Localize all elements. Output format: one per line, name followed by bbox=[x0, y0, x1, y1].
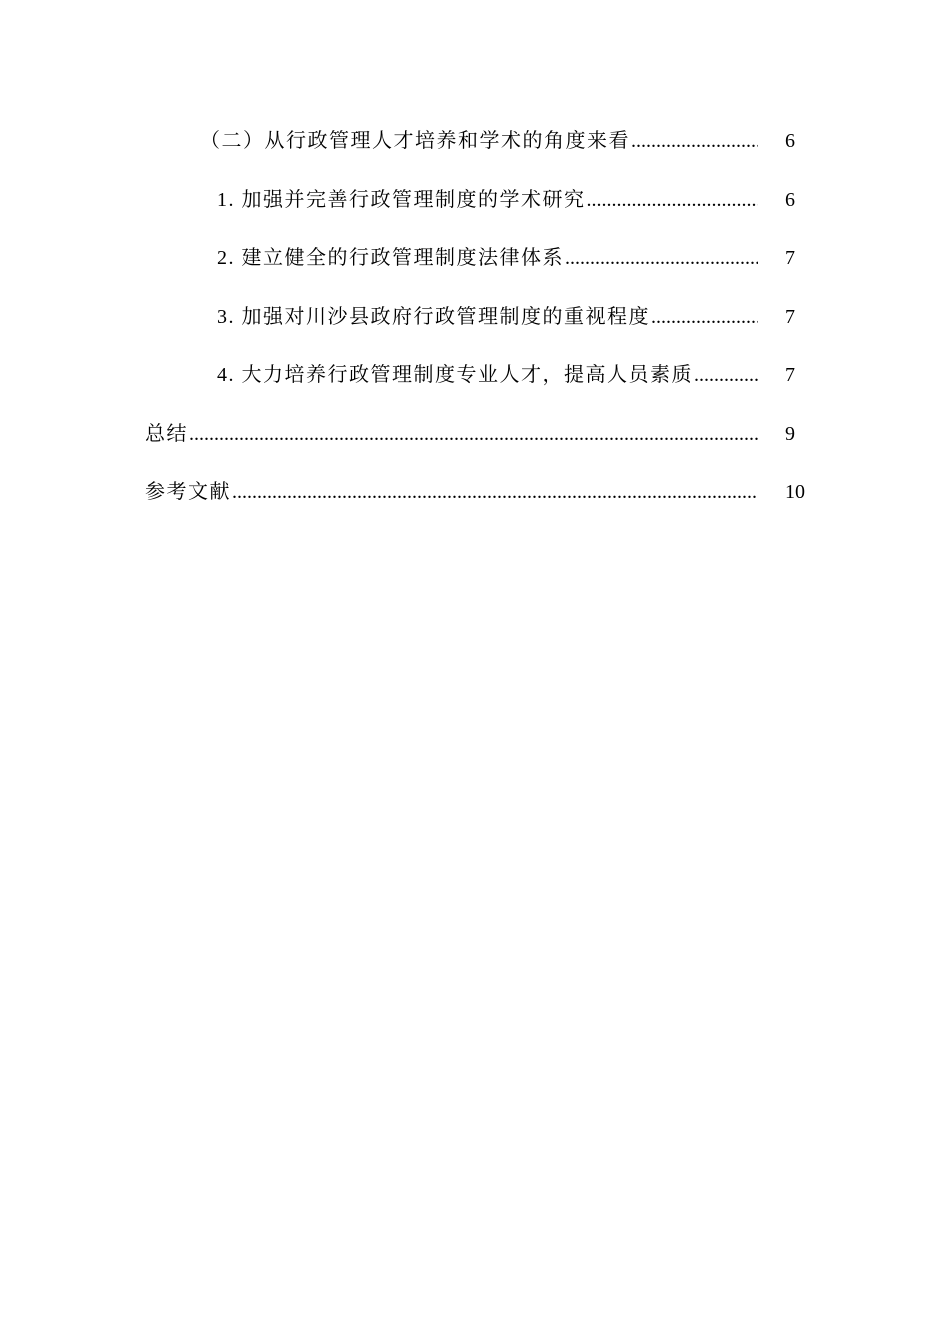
toc-entry-title: 1. 加强并完善行政管理制度的学术研究 bbox=[217, 188, 586, 211]
toc-entry[interactable] bbox=[145, 229, 810, 288]
toc-entry[interactable] bbox=[145, 112, 810, 171]
toc-dot-leader bbox=[651, 288, 758, 347]
toc-entry[interactable] bbox=[145, 405, 810, 464]
toc-page-number: 6 bbox=[785, 130, 795, 152]
toc-entry[interactable] bbox=[145, 346, 810, 405]
toc-entry-text bbox=[217, 229, 758, 288]
toc-page-number: 10 bbox=[785, 481, 805, 503]
toc-page-number: 7 bbox=[785, 364, 795, 386]
toc-entry-title: 2. 建立健全的行政管理制度法律体系 bbox=[217, 247, 564, 269]
toc-dot-leader bbox=[694, 346, 758, 405]
toc-entry[interactable] bbox=[145, 288, 810, 347]
toc-entry-text bbox=[217, 288, 758, 347]
toc-page-number: 7 bbox=[785, 305, 795, 328]
toc-entry-title: 3. 加强对川沙县政府行政管理制度的重视程度 bbox=[217, 305, 650, 328]
toc-page-number: 7 bbox=[785, 247, 795, 269]
toc-page-number: 9 bbox=[785, 422, 795, 445]
toc-dot-leader bbox=[565, 229, 758, 288]
toc-entry-text bbox=[217, 346, 758, 405]
toc-entry-text bbox=[145, 463, 758, 522]
toc-dot-leader bbox=[631, 112, 758, 171]
toc-dot-leader bbox=[189, 405, 758, 464]
toc-entry-text bbox=[145, 405, 758, 464]
toc-entry-title: 总结 bbox=[145, 422, 188, 445]
toc-entry-text bbox=[217, 171, 758, 230]
toc-entry-title: 4. 大力培养行政管理制度专业人才，提高人员素质 bbox=[217, 364, 693, 386]
toc-entry-text bbox=[200, 112, 758, 171]
toc-dot-leader bbox=[232, 463, 758, 522]
toc-entry[interactable] bbox=[145, 171, 810, 230]
table-of-contents bbox=[145, 112, 810, 522]
toc-dot-leader bbox=[587, 171, 759, 230]
toc-page-number: 6 bbox=[785, 188, 795, 211]
toc-entry-title: 参考文献 bbox=[145, 481, 231, 503]
toc-entry-title: （二）从行政管理人才培养和学术的角度来看 bbox=[200, 130, 630, 152]
toc-entry[interactable] bbox=[145, 463, 810, 522]
